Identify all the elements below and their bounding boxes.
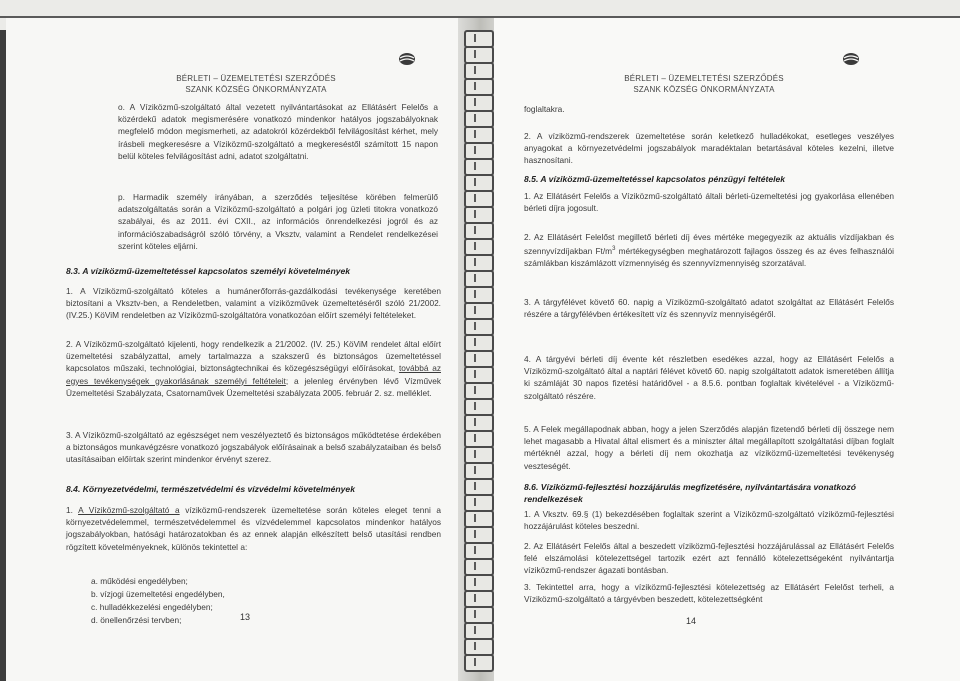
paragraph-2: 2. A víziközmű-rendszerek üzemeltetése során keletkező hulladékokat, esetleges veszélyes anyagokat a környezetvédelmi jogszabályok maradéktalan betartásával köteles kezelni, illetve hasznosítani.: [524, 131, 894, 166]
section-8-4-item-1: [66, 504, 441, 553]
right-header: [614, 73, 794, 95]
list-item: c. hulladékkezelési engedélyben;: [91, 602, 213, 612]
section-8-3-title: 8.3. A víziközmű-üzemeltetéssel kapcsolatos személyi követelmények: [66, 266, 351, 276]
item-2-underlined: továbbá az egyes tevékenységek gyakorlásának személyi feltételeit: [66, 363, 441, 386]
section-8-3-item-3: 3. A Víziközmű-szolgáltató az egészséget nem veszélyeztető és biztonságos működtetése érdekében a biztonságos munkavégzésre vonatkozó jogszabályok előírásainak a belső szabályzataiban és belső utasításaiban előírtak szerint mindenkor érvényt szerez.: [66, 430, 441, 465]
page-number-left: 13: [240, 612, 251, 622]
superscript-3: 3: [612, 246, 616, 253]
section-8-5-title: 8.5. A víziközmű-üzemeltetéssel kapcsolatos pénzügyi feltételek: [524, 174, 786, 184]
paragraph-o: o. A Víziközmű-szolgáltató által vezetett nyilvántartásokat az Ellátásért Felelős a közérdekű adatok megismerésére vonatkozó mindenkor hatályos jogszabályoknak megfelelő módon megismerheti, az adatokról közérdekből felvilágosítást kérhet, mely írásbeli megkeresésre a Víziközmű-szolgáltató a megkereséstől számított 15 napon belül köteles felvilágosítást adni, adatot szolgáltatni.: [118, 102, 438, 161]
item-2-text-a: 2. Az Ellátásért Felelőst megillető bérleti díj éves mértéke megegyezik az aktuális vízdíjakban és szennyvízdíjakban Ft/m: [524, 232, 894, 256]
section-8-5-item-2: [524, 231, 894, 269]
header-municipality: SZANK KÖZSÉG ÖNKORMÁNYZATA: [185, 85, 327, 94]
page-number-right: 14: [686, 616, 697, 626]
header-contract-title: BÉRLETI – ÜZEMELTETÉSI SZERZŐDÉS: [624, 74, 784, 83]
item-2-text-b: ; a jelenleg érvényben lévő Vízművek Üzemeltetési Szabályzata, Csatornaművek Üzemeltetési szabályzata 2005. február 2. sz. melléklet.: [66, 375, 441, 398]
permit-list: [91, 575, 225, 627]
item-2-text-b: mértékegységben meghatározott fajlagos összeg és az éves felhasználói számlákban kiszámlázott vízmennyiség és szennyvízmennyiség szorzatával.: [524, 245, 894, 269]
company-logo-icon: [398, 52, 416, 66]
list-item: b. vízjogi üzemeltetési engedélyben,: [91, 589, 225, 599]
item-1-text: víziközmű-rendszerek üzemeltetése során köteles eleget tenni a környezetvédelemmel, természetvédelemmel és vízvédelemmel kapcsolatos mindenkor hatályos jogszabályokban, hatósági határozatokban és az ennek alapján elkészített belső utasítási rendben rögzített követelményeknek, különös tekintettel a:: [66, 505, 442, 552]
item-1-number: 1.: [66, 505, 73, 515]
list-item: a. működési engedélyben;: [91, 576, 188, 586]
section-8-5-item-5: 5. A Felek megállapodnak abban, hogy a jelen Szerződés alapján fizetendő bérleti díj összege nem lehet magasabb a Hivatal által elismert és a miniszter által megállapított szolgáltatási díjban foglalt mértéknél azzal, hogy a bérleti díj nem okozhatja az víziközmű-üzemeltetési tevékenység veszteségét.: [524, 424, 894, 471]
section-8-6-item-1: 1. A Vksztv. 69.§ (1) bekezdésében foglaltak szerint a Víziközmű-szolgáltató víziközmű-fejlesztési hozzájárulást köteles beszedni.: [524, 509, 894, 532]
header-municipality: SZANK KÖZSÉG ÖNKORMÁNYZATA: [633, 85, 775, 94]
right-page: [494, 18, 960, 681]
item-1-underlined: A Víziközmű-szolgáltató a: [78, 505, 180, 515]
header-contract-title: BÉRLETI – ÜZEMELTETÉSI SZERZŐDÉS: [176, 74, 336, 83]
continuation-text: foglaltakra.: [524, 104, 565, 114]
item-2-text-a: 2. A Víziközmű-szolgáltató kijelenti, hogy rendelkezik a 21/2002. (IV. 25.) KöViM rendelet által előírt üzemeltetési szabályzattal, amely tartalmazza a szakszerű és biztonságos üzemeltetéssel kapcsolatos műszaki, technológiai, biztonságtechnikai és közegészségügyi előírásokat,: [66, 339, 441, 374]
section-8-3-item-2: [66, 338, 441, 399]
section-8-5-item-3: 3. A tárgyfélévet követő 60. napig a Víziközmű-szolgáltató adatot szolgáltat az Ellátásért Felelős részére a tárgyfélévben értékesített víz és szennyvíz mennyiségéről.: [524, 297, 894, 320]
section-8-6-title: 8.6. Víziközmű-fejlesztési hozzájárulás megfizetésére, nyilvántartására vonatkozó rendelkezések: [524, 482, 856, 504]
left-page: [6, 18, 462, 681]
paragraph-p: p. Harmadik személy irányában, a szerződés teljesítése körében felmerülő adatszolgáltatás során a Víziközmű-szolgáltató a polgári jog üzleti titokra vonatkozó szabályai, és az 2011. évi CXII., az információs önrendelkezési jogról és az információszabadságról szóló törvény, a Vksztv, valamint a Rendelet rendelkezései szerint köteles eljárni.: [118, 192, 438, 251]
section-8-4-title: 8.4. Környezetvédelmi, természetvédelmi és vízvédelmi követelmények: [66, 484, 355, 494]
section-8-3-item-1: 1. A Víziközmű-szolgáltató köteles a humánerőforrás-gazdálkodási tevékenysége keretében biztosítani a Vksztv-ben, a Rendeletben, valamint a víziközművek üzemeltetéséről szóló 21/2002. (IV.25.) KöViM rendeletben az Víziközmű-szolgáltatóra vonatkozóan előírt személyi feltételeket.: [66, 286, 441, 321]
section-8-6-item-3: 3. Tekintettel arra, hogy a víziközmű-fejlesztési kötelezettség az Ellátásért Felelőst terheli, a Víziközmű-szolgáltató a tárgyévben beszedett, kötelezettségként: [524, 582, 894, 605]
list-item: d. önellenőrzési tervben;: [91, 615, 182, 625]
section-8-5-item-4: 4. A tárgyévi bérleti díj évente két részletben esedékes azzal, hogy az Ellátásért Felelős a Víziközmű-szolgáltató által a naptári félévet követő 60. napig szolgáltatott adatok ismeretében állítja ki számláját 30 napos fizetési határidővel - a 8.5.6. pontban foglaltak kivételével - a Víziközmű-szolgáltató részére.: [524, 354, 894, 401]
company-logo-icon: [842, 52, 860, 66]
section-8-6-item-2: 2. Az Ellátásért Felelős által a beszedett víziközmű-fejlesztési hozzájárulással az Ellátásért Felelős felé elszámolási kötelezettségel tartozik ezért azt fennálló kötelezettségeként nyilvántartja víziközmű-rendszer ágazati bontásban.: [524, 541, 894, 576]
binding-ring: [464, 654, 494, 672]
section-8-5-item-1: 1. Az Ellátásért Felelős a Víziközmű-szolgáltató általi bérleti-üzemeltetési jog gyakorlása ellenében bérleti díjra jogosult.: [524, 191, 894, 214]
left-header: [166, 73, 346, 95]
